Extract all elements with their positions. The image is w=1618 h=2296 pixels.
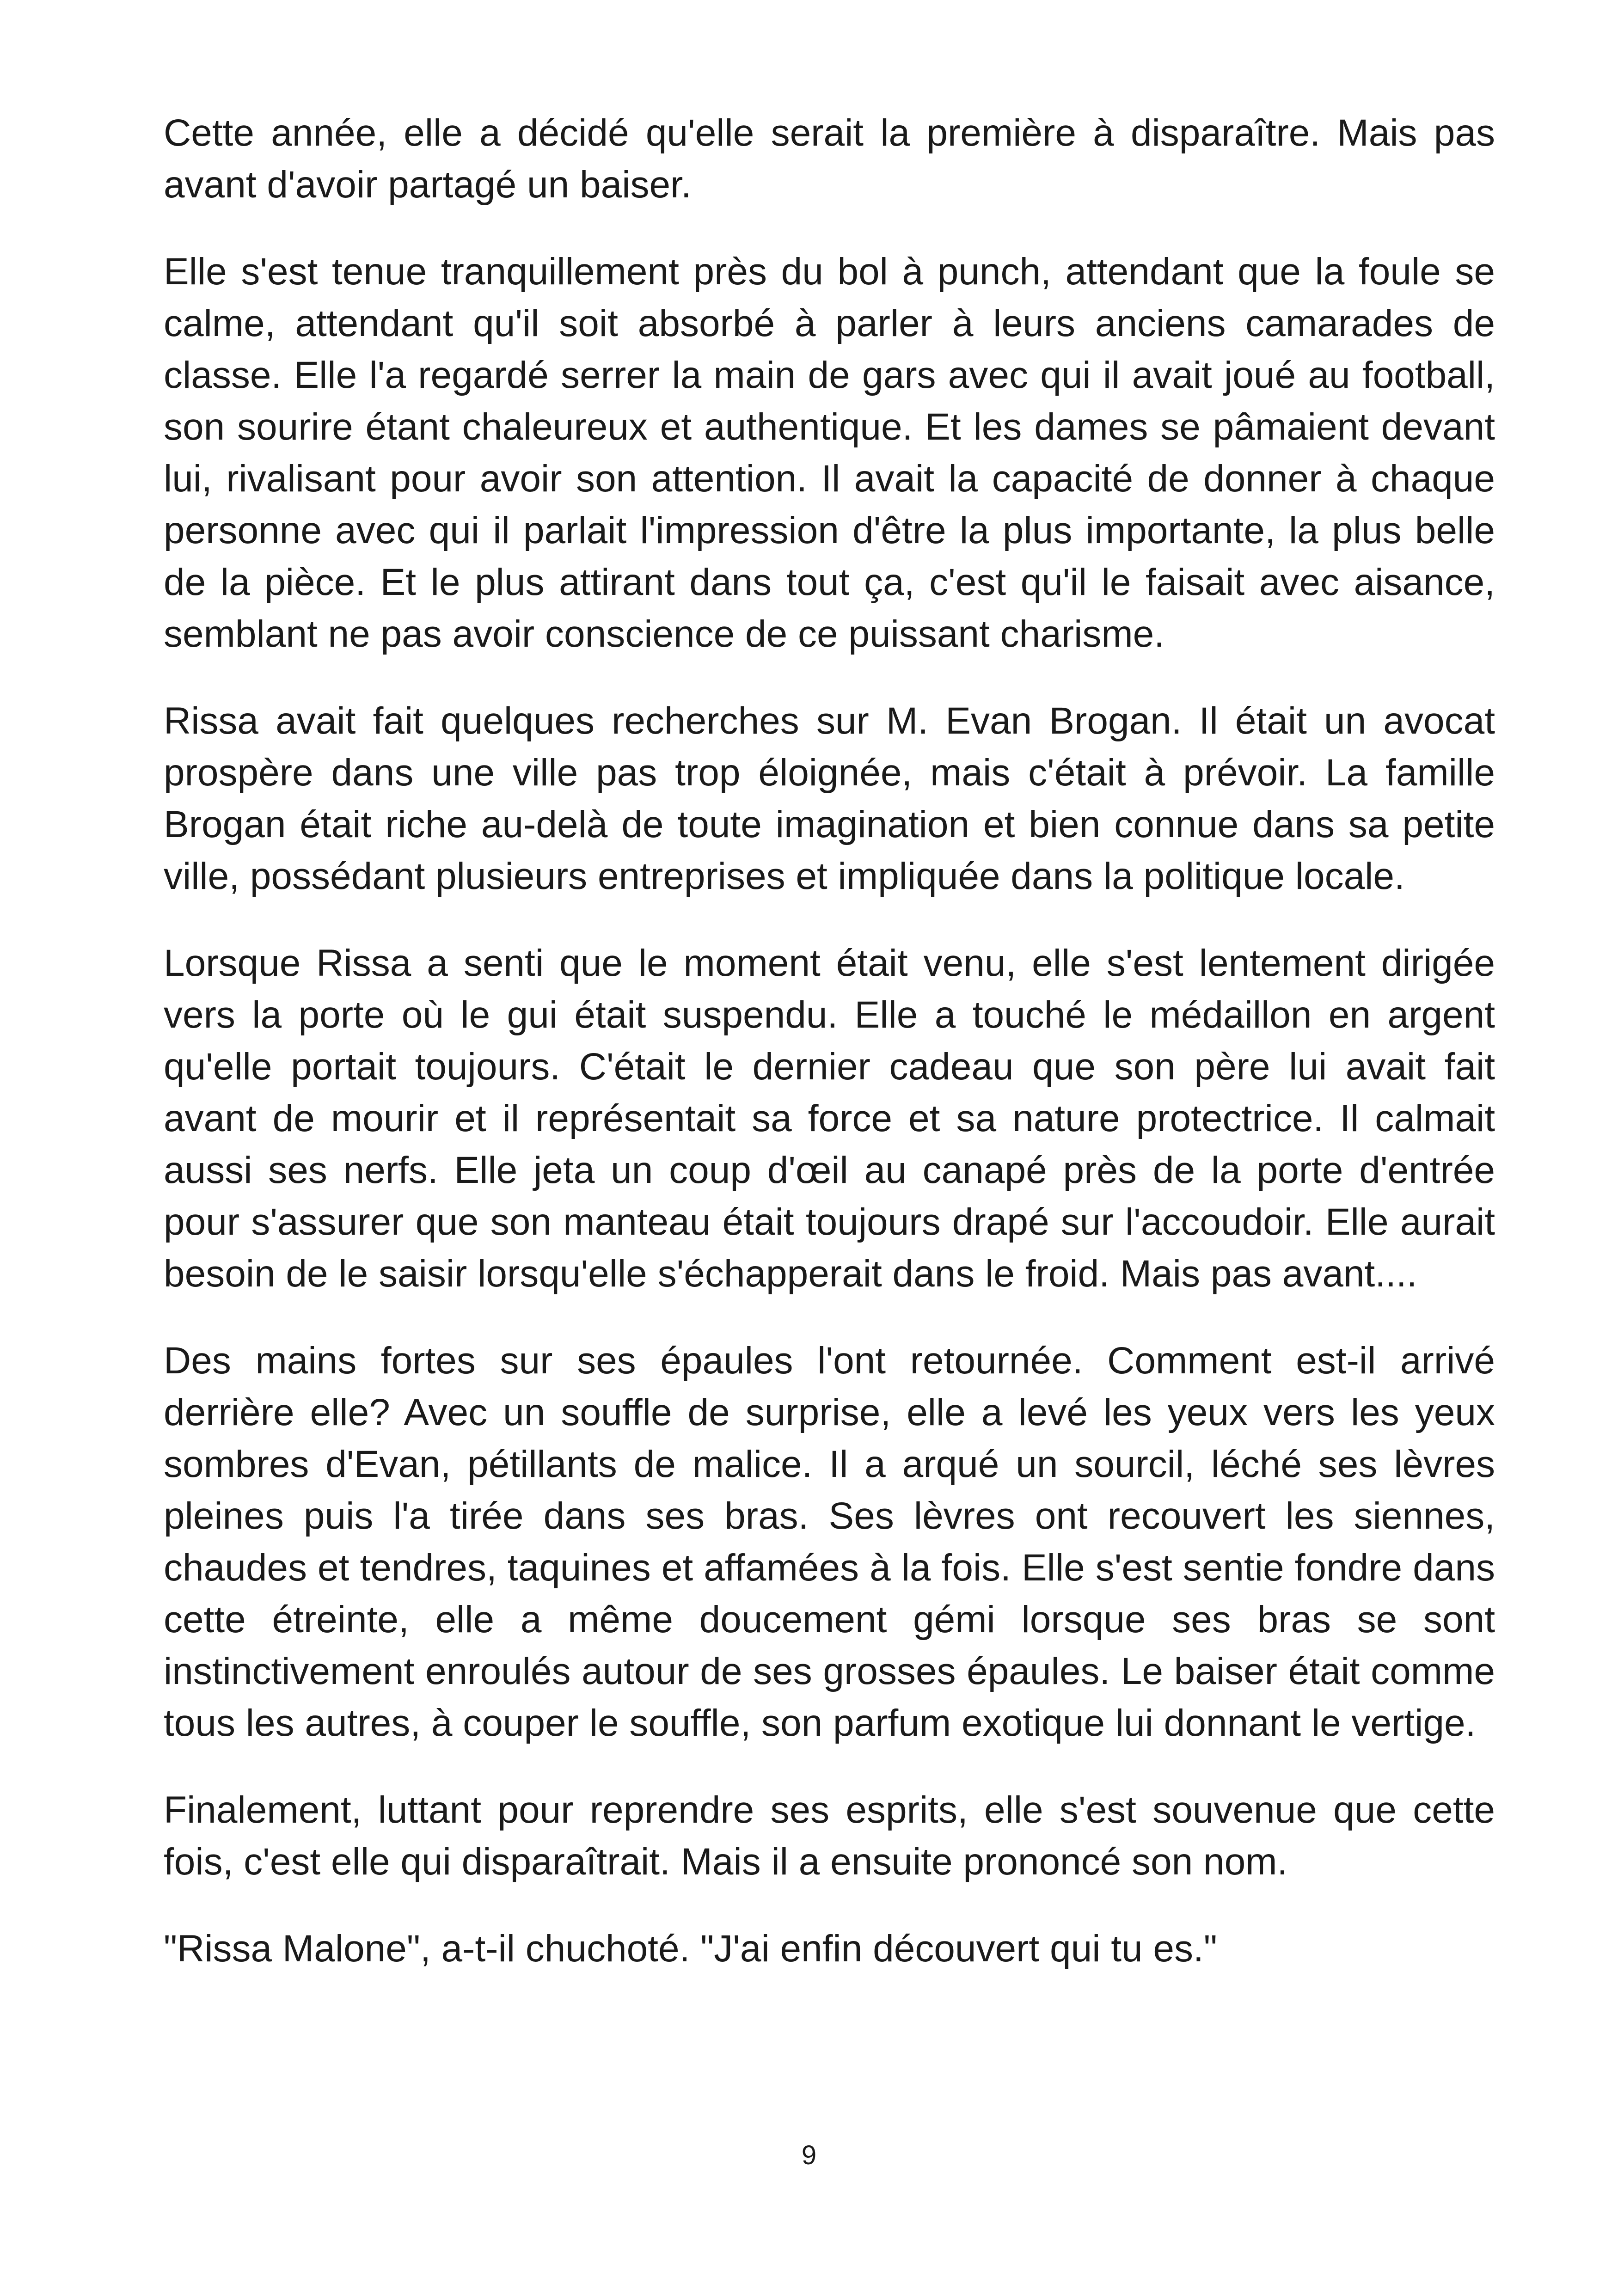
paragraph-3: Rissa avait fait quelques recherches sur M. Evan Brogan. Il était un avocat prospère dans une ville pas trop éloignée, mais c'était à prévoir. La famille Brogan était riche au-delà de toute imagination et bien connue dans sa petite ville, possédant plusieurs entreprises et impliquée dans la politique locale. — [164, 700, 1495, 897]
paragraph-2: Elle s'est tenue tranquillement près du bol à punch, attendant que la foule se calme, attendant qu'il soit absorbé à parler à leurs anciens camarades de classe. Elle l'a regardé serrer la main de gars avec qui il avait joué au football, son sourire étant chaleureux et authentique. Et les dames se pâmaient devant lui, rivalisant pour avoir son attention. Il avait la capacité de donner à chaque personne avec qui il parlait l'impression d'être la plus importante, la plus belle de la pièce. Et le plus attirant dans tout ça, c'est qu'il le faisait avec aisance, semblant ne pas avoir conscience de ce puissant charisme. — [164, 251, 1495, 655]
body-text — [164, 107, 1495, 1975]
paragraph-4: Lorsque Rissa a senti que le moment était venu, elle s'est lentement dirigée vers la porte où le gui était suspendu. Elle a touché le médaillon en argent qu'elle portait toujours. C'était le dernier cadeau que son père lui avait fait avant de mourir et il représentait sa force et sa nature protectrice. Il calmait aussi ses nerfs. Elle jeta un coup d'œil au canapé près de la porte d'entrée pour s'assurer que son manteau était toujours drapé sur l'accoudoir. Elle aurait besoin de le saisir lorsqu'elle s'échapperait dans le froid. Mais pas avant.... — [164, 942, 1495, 1295]
paragraph-6: Finalement, luttant pour reprendre ses esprits, elle s'est souvenue que cette fois, c'est elle qui disparaîtrait. Mais il a ensuite prononcé son nom. — [164, 1789, 1495, 1883]
paragraph-7: "Rissa Malone", a-t-il chuchoté. "J'ai enfin découvert qui tu es." — [164, 1928, 1217, 1970]
paragraph-1: Cette année, elle a décidé qu'elle serait la première à disparaître. Mais pas avant d'avoir partagé un baiser. — [164, 112, 1495, 206]
page-number: 9 — [801, 2140, 817, 2170]
paragraph-5: Des mains fortes sur ses épaules l'ont retournée. Comment est-il arrivé derrière elle? Avec un souffle de surprise, elle a levé les yeux vers les yeux sombres d'Evan, pétillants de malice. Il a arqué un sourcil, léché ses lèvres pleines puis l'a tirée dans ses bras. Ses lèvres ont recouvert les siennes, chaudes et tendres, taquines et affamées à la fois. Elle s'est sentie fondre dans cette étreinte, elle a même doucement gémi lorsque ses bras se sont instinctivement enroulés autour de ses grosses épaules. Le baiser était comme tous les autres, à couper le souffle, son parfum exotique lui donnant le vertige. — [164, 1340, 1495, 1744]
